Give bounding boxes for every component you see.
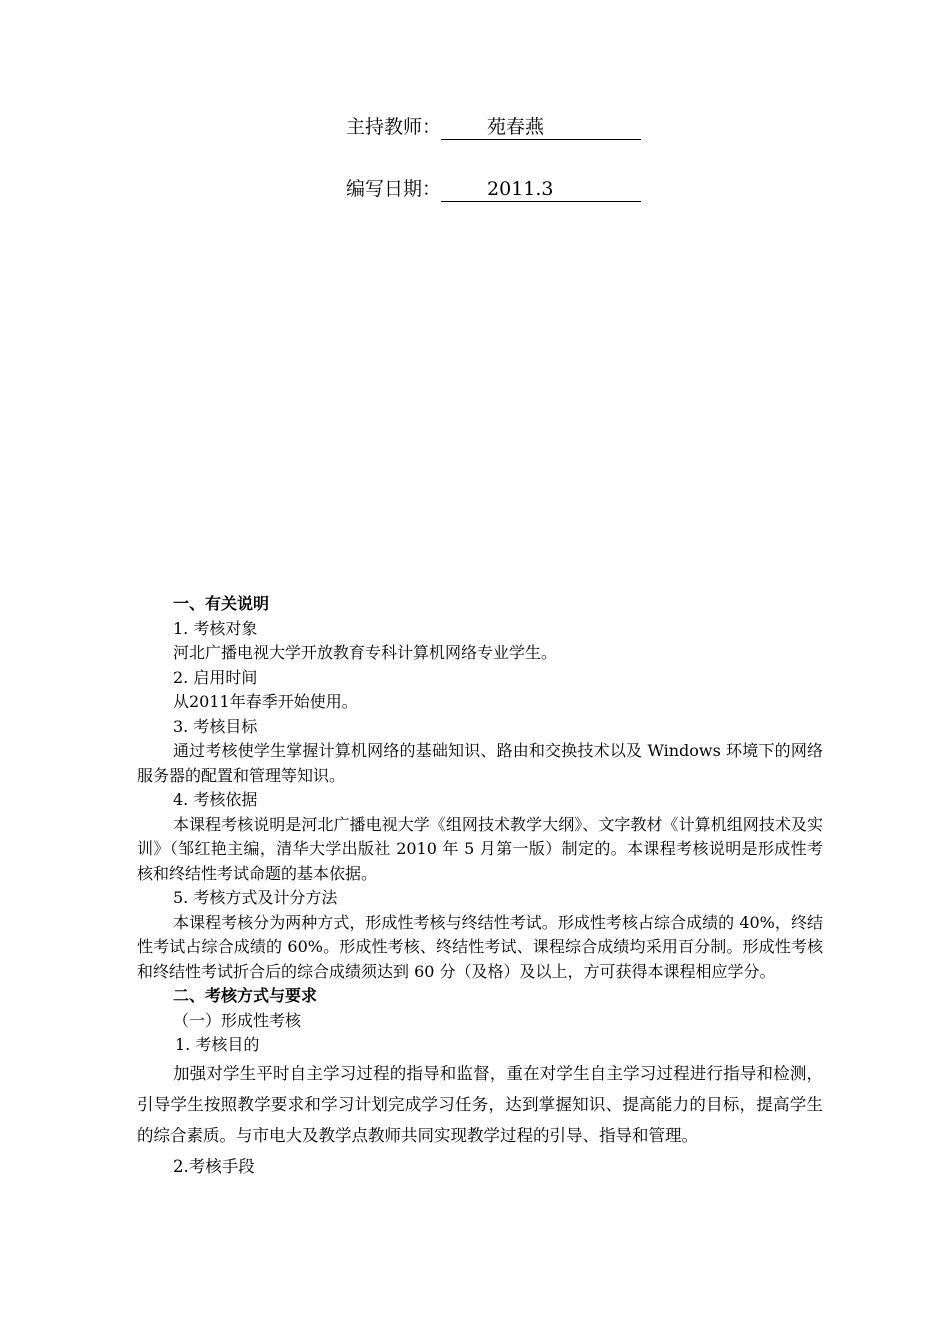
section1-item3-text: 通过考核使学生掌握计算机网络的基础知识、路由和交换技术以及 Windows 环境下的网络服务器的配置和管理等知识。 — [137, 741, 823, 785]
section2-heading: 二、考核方式与要求 — [173, 986, 318, 1005]
date-label: 编写日期： — [346, 178, 442, 200]
teacher-field — [346, 114, 641, 140]
section1-heading: 一、有关说明 — [173, 594, 270, 613]
section1-item2-title: 2. 启用时间 — [173, 667, 258, 687]
section2-item1-title: 1. 考核目的 — [175, 1035, 260, 1054]
date-value: 2011.3 — [441, 176, 641, 202]
section2-item1-text: 加强对学生平时自主学习过程的指导和监督，重在对学生自主学习过程进行指导和检测，引导学生按照教学要求和学习计划完成学习任务，达到掌握知识、提高能力的目标，提高学生的综合素质。与市电大及教学点教师共同实现教学过程的引导、指导和管理。 — [137, 1063, 823, 1145]
section2-sub1: （一）形成性考核 — [173, 1010, 302, 1030]
section1-item4-title: 4. 考核依据 — [173, 790, 258, 809]
section1-item1-title: 1. 考核对象 — [173, 618, 258, 638]
section1-item5-text: 本课程考核分为两种方式，形成性考核与终结性考试。形成性考核占综合成绩的 40%，终结性考试占综合成绩的 60%。形成性考核、终结性考试、课程综合成绩均采用百分制。形成性考核和终结性考试折合后的综合成绩须达到 60 分（及格）及以上，方可获得本课程相应学分。 — [137, 912, 823, 981]
section1-item2-text: 从2011年春季开始使用。 — [173, 692, 358, 711]
section1-item5-title: 5. 考核方式及计分方法 — [173, 888, 338, 907]
section1-item4-text: 本课程考核说明是河北广播电视大学《组网技术教学大纲》、文字教材《计算机组网技术及实训》（邹红艳主编，清华大学出版社 2010 年 5 月第一版）制定的。本课程考核说明是形成性考核和终结性考试命题的基本依据。 — [137, 814, 823, 883]
section1-item1-text: 河北广播电视大学开放教育专科计算机网络专业学生。 — [173, 643, 558, 662]
section2-item2-title: 2.考核手段 — [173, 1156, 255, 1176]
date-field — [346, 176, 641, 202]
document-body — [137, 592, 859, 1182]
teacher-value: 苑春燕 — [441, 114, 641, 140]
section1-item3-title: 3. 考核目标 — [173, 716, 258, 736]
teacher-label: 主持教师： — [346, 116, 442, 138]
